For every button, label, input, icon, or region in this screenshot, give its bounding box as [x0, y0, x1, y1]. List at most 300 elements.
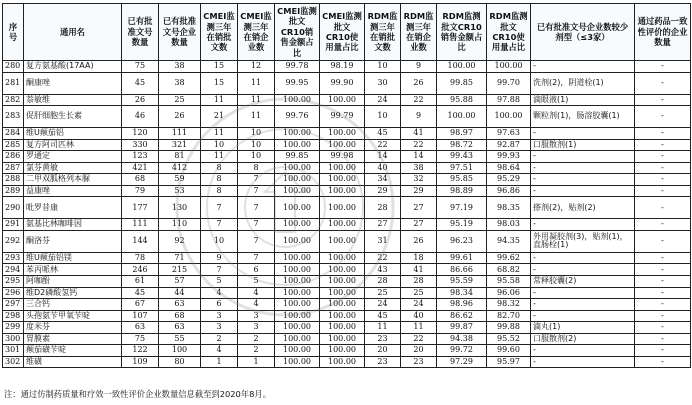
- cell-name: 氨基比林咖啡因: [24, 219, 122, 231]
- table-row: [3, 151, 691, 163]
- cell-rdm-approvals: 20: [365, 345, 401, 357]
- cell-rdm-cr10: 96.23: [437, 230, 487, 252]
- cell-rdm-approvals: 23: [365, 356, 401, 368]
- cell-name: 酮康唑: [24, 72, 122, 94]
- cell-name: 酮洛芬: [24, 230, 122, 252]
- cell-name: 罗通定: [24, 151, 122, 163]
- cell-cmei-approvals: 4: [201, 345, 238, 357]
- cell-cmei-usage: 100.00: [320, 276, 365, 288]
- cell-cmei-cr10: 100.00: [275, 356, 320, 368]
- col-header-rdm-enterprises: RDM监测三年在销企业数: [401, 4, 437, 61]
- cell-approved-enterprises: 68: [159, 310, 201, 322]
- cell-cmei-enterprises: 8: [238, 162, 275, 174]
- cell-rdm-enterprises: 24: [401, 299, 437, 311]
- cell-rdm-enterprises: 26: [401, 230, 437, 252]
- cell-cmei-approvals: 7: [201, 219, 238, 231]
- cell-rdm-cr10: 95.59: [437, 276, 487, 288]
- cell-approved-enterprises: 110: [159, 219, 201, 231]
- cell-forms: 颗粒剂(1)，肠溶胶囊(1): [531, 106, 635, 128]
- cell-cmei-cr10: 100.00: [275, 197, 320, 219]
- cell-consistency: -: [635, 174, 691, 186]
- cell-rdm-enterprises: 26: [401, 72, 437, 94]
- table-row: [3, 299, 691, 311]
- cell-cmei-cr10: 100.00: [275, 345, 320, 357]
- cell-approved-count: 120: [122, 128, 159, 140]
- cell-consistency: -: [635, 276, 691, 288]
- cell-cmei-approvals: 11: [201, 94, 238, 106]
- cell-rdm-usage: 98.32: [487, 299, 531, 311]
- cell-cmei-enterprises: 7: [238, 230, 275, 252]
- cell-seq: 298: [3, 310, 24, 322]
- cell-approved-enterprises: 55: [159, 333, 201, 345]
- cell-cmei-usage: 99.79: [320, 106, 365, 128]
- cell-cmei-cr10: 100.00: [275, 128, 320, 140]
- cell-rdm-approvals: 27: [365, 219, 401, 231]
- cell-cmei-cr10: 100.00: [275, 287, 320, 299]
- cell-approved-enterprises: 412: [159, 162, 201, 174]
- cell-name: 复方阿司匹林: [24, 139, 122, 151]
- cell-cmei-enterprises: 7: [238, 252, 275, 264]
- cell-seq: 283: [3, 106, 24, 128]
- cell-rdm-usage: 98.64: [487, 162, 531, 174]
- cell-seq: 294: [3, 264, 24, 276]
- cell-rdm-enterprises: 40: [401, 310, 437, 322]
- cell-seq: 301: [3, 345, 24, 357]
- cell-rdm-enterprises: 22: [401, 94, 437, 106]
- table-row: [3, 252, 691, 264]
- cell-seq: 299: [3, 322, 24, 334]
- cell-cmei-approvals: 15: [201, 72, 238, 94]
- cell-rdm-usage: 100.00: [487, 106, 531, 128]
- cell-rdm-enterprises: 9: [401, 106, 437, 128]
- cell-seq: 296: [3, 287, 24, 299]
- cell-consistency: -: [635, 139, 691, 151]
- cell-name: 复方氨基酸(17AA): [24, 61, 122, 73]
- cell-cmei-approvals: 6: [201, 299, 238, 311]
- cell-rdm-usage: 99.60: [487, 345, 531, 357]
- cell-approved-count: 45: [122, 72, 159, 94]
- table-header-row: [3, 4, 691, 61]
- cell-rdm-approvals: 11: [365, 322, 401, 334]
- cell-approved-enterprises: 63: [159, 322, 201, 334]
- col-header-cmei-approvals: CMEI监测三年在销批文数: [201, 4, 238, 61]
- cell-consistency: -: [635, 106, 691, 128]
- table-row: [3, 264, 691, 276]
- cell-rdm-usage: 97.88: [487, 94, 531, 106]
- cell-cmei-usage: 100.00: [320, 345, 365, 357]
- table-row: [3, 162, 691, 174]
- cell-cmei-approvals: 8: [201, 185, 238, 197]
- cell-rdm-approvals: 34: [365, 174, 401, 186]
- cell-cmei-cr10: 100.00: [275, 264, 320, 276]
- cell-forms: -: [531, 299, 635, 311]
- cell-cmei-cr10: 99.78: [275, 61, 320, 73]
- table-row: [3, 356, 691, 368]
- cell-approved-enterprises: 63: [159, 299, 201, 311]
- cell-consistency: -: [635, 287, 691, 299]
- cell-consistency: -: [635, 94, 691, 106]
- cell-approved-enterprises: 53: [159, 185, 201, 197]
- cell-approved-enterprises: 44: [159, 287, 201, 299]
- cell-approved-count: 421: [122, 162, 159, 174]
- cell-cmei-approvals: 10: [201, 230, 238, 252]
- cell-cmei-cr10: 100.00: [275, 310, 320, 322]
- cell-name: 维磺: [24, 356, 122, 368]
- cell-cmei-usage: 99.90: [320, 72, 365, 94]
- cell-cmei-enterprises: 4: [238, 287, 275, 299]
- col-header-approved-count: 已有批准文号数量: [122, 4, 159, 61]
- cell-consistency: -: [635, 72, 691, 94]
- cell-seq: 292: [3, 230, 24, 252]
- cell-forms: 外用凝胶剂(3)，贴剂(1)，直肠栓(1): [531, 230, 635, 252]
- cell-seq: 297: [3, 299, 24, 311]
- cell-name: 颠茄磺苄啶: [24, 345, 122, 357]
- cell-seq: 289: [3, 185, 24, 197]
- cell-approved-count: 122: [122, 345, 159, 357]
- cell-cmei-usage: 100.00: [320, 310, 365, 322]
- cell-rdm-enterprises: 20: [401, 345, 437, 357]
- cell-cmei-approvals: 21: [201, 106, 238, 128]
- cell-cmei-usage: 100.00: [320, 287, 365, 299]
- cell-rdm-cr10: 86.66: [437, 264, 487, 276]
- cell-approved-count: 26: [122, 94, 159, 106]
- cell-approved-enterprises: 26: [159, 106, 201, 128]
- cell-forms: -: [531, 252, 635, 264]
- cell-cmei-enterprises: 5: [238, 276, 275, 288]
- cell-rdm-enterprises: 18: [401, 252, 437, 264]
- cell-approved-count: 75: [122, 61, 159, 73]
- cell-cmei-usage: 100.00: [320, 299, 365, 311]
- cell-forms: 口服散剂(2): [531, 333, 635, 345]
- cell-cmei-approvals: 15: [201, 61, 238, 73]
- table-body: [3, 61, 691, 368]
- table-row: [3, 333, 691, 345]
- cell-rdm-enterprises: 41: [401, 128, 437, 140]
- cell-consistency: -: [635, 333, 691, 345]
- cell-approved-enterprises: 111: [159, 128, 201, 140]
- cell-rdm-usage: 99.62: [487, 252, 531, 264]
- cell-cmei-approvals: 7: [201, 264, 238, 276]
- cell-approved-count: 78: [122, 252, 159, 264]
- cell-approved-enterprises: 215: [159, 264, 201, 276]
- cell-cmei-enterprises: 7: [238, 185, 275, 197]
- cell-rdm-usage: 92.87: [487, 139, 531, 151]
- cell-forms: -: [531, 185, 635, 197]
- cell-rdm-enterprises: 11: [401, 322, 437, 334]
- cell-rdm-approvals: 30: [365, 72, 401, 94]
- cell-approved-count: 111: [122, 219, 159, 231]
- cell-rdm-enterprises: 28: [401, 276, 437, 288]
- cell-cmei-usage: 100.00: [320, 128, 365, 140]
- table-row: [3, 322, 691, 334]
- cell-rdm-approvals: 14: [365, 151, 401, 163]
- cell-consistency: -: [635, 61, 691, 73]
- cell-approved-count: 61: [122, 276, 159, 288]
- cell-approved-count: 107: [122, 310, 159, 322]
- cell-consistency: -: [635, 356, 691, 368]
- cell-consistency: -: [635, 162, 691, 174]
- cell-approved-enterprises: 71: [159, 252, 201, 264]
- cell-cmei-cr10: 99.95: [275, 72, 320, 94]
- cell-rdm-approvals: 40: [365, 162, 401, 174]
- cell-forms: 口服散剂(1): [531, 139, 635, 151]
- cell-rdm-approvals: 10: [365, 61, 401, 73]
- cell-forms: -: [531, 174, 635, 186]
- cell-rdm-approvals: 43: [365, 264, 401, 276]
- cell-consistency: -: [635, 345, 691, 357]
- cell-rdm-approvals: 45: [365, 310, 401, 322]
- table-row: [3, 287, 691, 299]
- cell-cmei-enterprises: 7: [238, 219, 275, 231]
- col-header-seq: 序号: [3, 4, 24, 61]
- cell-cmei-cr10: 100.00: [275, 252, 320, 264]
- cell-rdm-cr10: 98.89: [437, 185, 487, 197]
- cell-approved-enterprises: 80: [159, 356, 201, 368]
- cell-forms: -: [531, 310, 635, 322]
- cell-consistency: -: [635, 310, 691, 322]
- cell-rdm-cr10: 100.00: [437, 61, 487, 73]
- cell-rdm-usage: 96.06: [487, 287, 531, 299]
- cell-rdm-usage: 82.70: [487, 310, 531, 322]
- cell-rdm-usage: 99.70: [487, 72, 531, 94]
- cell-approved-count: 45: [122, 287, 159, 299]
- cell-approved-enterprises: 25: [159, 94, 201, 106]
- cell-rdm-cr10: 95.19: [437, 219, 487, 231]
- cell-approved-count: 67: [122, 299, 159, 311]
- cell-rdm-usage: 95.97: [487, 356, 531, 368]
- cell-forms: 洗剂(2)，阴道栓(1): [531, 72, 635, 94]
- drug-data-table: [2, 3, 691, 368]
- cell-name: 萘敏维: [24, 94, 122, 106]
- cell-consistency: -: [635, 264, 691, 276]
- cell-cmei-cr10: 100.00: [275, 185, 320, 197]
- cell-forms: -: [531, 128, 635, 140]
- cell-cmei-cr10: 100.00: [275, 333, 320, 345]
- cell-forms: -: [531, 151, 635, 163]
- cell-cmei-usage: 100.00: [320, 356, 365, 368]
- cell-consistency: -: [635, 185, 691, 197]
- cell-approved-enterprises: 92: [159, 230, 201, 252]
- cell-cmei-approvals: 9: [201, 252, 238, 264]
- cell-seq: 290: [3, 197, 24, 219]
- cell-cmei-enterprises: 10: [238, 151, 275, 163]
- cell-cmei-approvals: 4: [201, 287, 238, 299]
- cell-forms: 常释胶囊(2): [531, 276, 635, 288]
- cell-rdm-enterprises: 32: [401, 174, 437, 186]
- cell-name: 维U颠茄铝镁: [24, 252, 122, 264]
- cell-cmei-enterprises: 4: [238, 299, 275, 311]
- cell-cmei-enterprises: 1: [238, 356, 275, 368]
- table-row: [3, 128, 691, 140]
- cell-name: 维U颠茄铝: [24, 128, 122, 140]
- cell-cmei-usage: 100.00: [320, 174, 365, 186]
- cell-consistency: -: [635, 128, 691, 140]
- cell-cmei-approvals: 8: [201, 162, 238, 174]
- cell-rdm-approvals: 45: [365, 128, 401, 140]
- cell-cmei-cr10: 100.00: [275, 276, 320, 288]
- cell-cmei-enterprises: 10: [238, 128, 275, 140]
- cell-cmei-enterprises: 7: [238, 197, 275, 219]
- cell-name: 头孢氨苄甲氧苄啶: [24, 310, 122, 322]
- cell-rdm-approvals: 24: [365, 94, 401, 106]
- table-row: [3, 276, 691, 288]
- cell-approved-count: 63: [122, 322, 159, 334]
- cell-rdm-usage: 99.93: [487, 151, 531, 163]
- cell-rdm-enterprises: 22: [401, 139, 437, 151]
- cell-forms: -: [531, 356, 635, 368]
- cell-cmei-usage: 100.00: [320, 230, 365, 252]
- table-row: [3, 185, 691, 197]
- table-row: [3, 61, 691, 73]
- cell-rdm-cr10: 98.72: [437, 139, 487, 151]
- cell-name: 苯丙哌林: [24, 264, 122, 276]
- cell-cmei-approvals: 11: [201, 151, 238, 163]
- cell-cmei-usage: 100.00: [320, 197, 365, 219]
- cell-cmei-usage: 100.00: [320, 252, 365, 264]
- cell-name: 氯芬黄敏: [24, 162, 122, 174]
- table-row: [3, 94, 691, 106]
- cell-rdm-approvals: 22: [365, 252, 401, 264]
- cell-rdm-usage: 98.03: [487, 219, 531, 231]
- col-header-name: 通用名: [24, 4, 122, 61]
- cell-rdm-approvals: 25: [365, 287, 401, 299]
- cell-cmei-enterprises: 11: [238, 94, 275, 106]
- cell-cmei-usage: 100.00: [320, 139, 365, 151]
- cell-name: 促肝细胞生长素: [24, 106, 122, 128]
- cell-rdm-enterprises: 29: [401, 185, 437, 197]
- table-row: [3, 219, 691, 231]
- cell-rdm-cr10: 100.00: [437, 106, 487, 128]
- cell-cmei-approvals: 11: [201, 128, 238, 140]
- col-header-forms: 已有批准文号企业数较少剂型（≤3家）: [531, 4, 635, 61]
- cell-forms: 滴丸(1): [531, 322, 635, 334]
- cell-seq: 302: [3, 356, 24, 368]
- cell-approved-count: 109: [122, 356, 159, 368]
- cell-cmei-approvals: 5: [201, 276, 238, 288]
- cell-approved-enterprises: 59: [159, 174, 201, 186]
- cell-consistency: -: [635, 151, 691, 163]
- cell-forms: -: [531, 264, 635, 276]
- cell-approved-count: 123: [122, 151, 159, 163]
- col-header-approved-enterprises: 已有批准文号企业数量: [159, 4, 201, 61]
- cell-rdm-enterprises: 25: [401, 287, 437, 299]
- cell-name: 维D2磷酸氢钙: [24, 287, 122, 299]
- cell-cmei-enterprises: 2: [238, 333, 275, 345]
- table-row: [3, 174, 691, 186]
- cell-cmei-approvals: 10: [201, 139, 238, 151]
- col-header-cmei-usage: CMEI监测批文CR10使用量占比: [320, 4, 365, 61]
- cell-rdm-cr10: 99.72: [437, 345, 487, 357]
- col-header-cmei-enterprises: CMEI监测三年在销企业数: [238, 4, 275, 61]
- table-row: [3, 72, 691, 94]
- cell-rdm-cr10: 99.61: [437, 252, 487, 264]
- cell-rdm-cr10: 94.38: [437, 333, 487, 345]
- cell-cmei-usage: 98.19: [320, 61, 365, 73]
- cell-cmei-usage: 100.00: [320, 162, 365, 174]
- cell-approved-enterprises: 321: [159, 139, 201, 151]
- footnote: 注：通过仿制药质量和疗效一致性评价企业数量信息截至到2020年8月。: [4, 389, 272, 399]
- cell-rdm-enterprises: 9: [401, 61, 437, 73]
- cell-name: 吡罗昔康: [24, 197, 122, 219]
- cell-approved-count: 79: [122, 185, 159, 197]
- cell-approved-count: 177: [122, 197, 159, 219]
- cell-seq: 288: [3, 174, 24, 186]
- cell-rdm-usage: 95.52: [487, 333, 531, 345]
- cell-rdm-cr10: 97.19: [437, 197, 487, 219]
- cell-cmei-enterprises: 7: [238, 174, 275, 186]
- table-row: [3, 197, 691, 219]
- cell-seq: 293: [3, 252, 24, 264]
- cell-cmei-approvals: 1: [201, 356, 238, 368]
- cell-name: 益康唑: [24, 185, 122, 197]
- cell-name: 阿咖酚: [24, 276, 122, 288]
- table-row: [3, 106, 691, 128]
- cell-approved-enterprises: 38: [159, 72, 201, 94]
- cell-cmei-cr10: 100.00: [275, 322, 320, 334]
- cell-rdm-usage: 95.58: [487, 276, 531, 288]
- cell-rdm-enterprises: 27: [401, 197, 437, 219]
- col-header-cmei-cr10: CMEI监测批文CR10销售金额占比: [275, 4, 320, 61]
- cell-cmei-approvals: 3: [201, 322, 238, 334]
- cell-cmei-cr10: 100.00: [275, 219, 320, 231]
- cell-approved-count: 68: [122, 174, 159, 186]
- cell-approved-count: 330: [122, 139, 159, 151]
- cell-rdm-approvals: 10: [365, 106, 401, 128]
- table-row: [3, 139, 691, 151]
- cell-consistency: -: [635, 197, 691, 219]
- cell-forms: -: [531, 162, 635, 174]
- cell-cmei-approvals: 7: [201, 197, 238, 219]
- col-header-consistency: 通过药品一致性评价的企业数量: [635, 4, 691, 61]
- cell-approved-count: 46: [122, 106, 159, 128]
- cell-cmei-approvals: 3: [201, 310, 238, 322]
- cell-cmei-approvals: 8: [201, 174, 238, 186]
- cell-rdm-enterprises: 22: [401, 333, 437, 345]
- cell-rdm-cr10: 98.34: [437, 287, 487, 299]
- table-row: [3, 310, 691, 322]
- cell-cmei-usage: 100.00: [320, 333, 365, 345]
- cell-name: 胃膜素: [24, 333, 122, 345]
- cell-rdm-enterprises: 14: [401, 151, 437, 163]
- cell-rdm-enterprises: 41: [401, 264, 437, 276]
- cell-rdm-cr10: 97.51: [437, 162, 487, 174]
- cell-approved-count: 246: [122, 264, 159, 276]
- cell-rdm-usage: 97.63: [487, 128, 531, 140]
- cell-rdm-usage: 96.86: [487, 185, 531, 197]
- cell-rdm-cr10: 86.62: [437, 310, 487, 322]
- cell-approved-enterprises: 57: [159, 276, 201, 288]
- cell-forms: -: [531, 219, 635, 231]
- cell-name: 三合钙: [24, 299, 122, 311]
- cell-rdm-enterprises: 23: [401, 356, 437, 368]
- cell-forms: -: [531, 61, 635, 73]
- cell-rdm-approvals: 31: [365, 230, 401, 252]
- cell-rdm-usage: 68.82: [487, 264, 531, 276]
- col-header-rdm-cr10: RDM监测批文CR10销售金额占比: [437, 4, 487, 61]
- cell-forms: 滴眼液(1): [531, 94, 635, 106]
- cell-consistency: -: [635, 252, 691, 264]
- cell-seq: 280: [3, 61, 24, 73]
- cell-rdm-cr10: 97.29: [437, 356, 487, 368]
- cell-cmei-enterprises: 10: [238, 139, 275, 151]
- cell-approved-enterprises: 81: [159, 151, 201, 163]
- cell-cmei-usage: 99.98: [320, 151, 365, 163]
- cell-approved-count: 75: [122, 333, 159, 345]
- cell-rdm-cr10: 99.85: [437, 72, 487, 94]
- cell-cmei-cr10: 100.00: [275, 299, 320, 311]
- cell-cmei-usage: 100.00: [320, 219, 365, 231]
- cell-seq: 281: [3, 72, 24, 94]
